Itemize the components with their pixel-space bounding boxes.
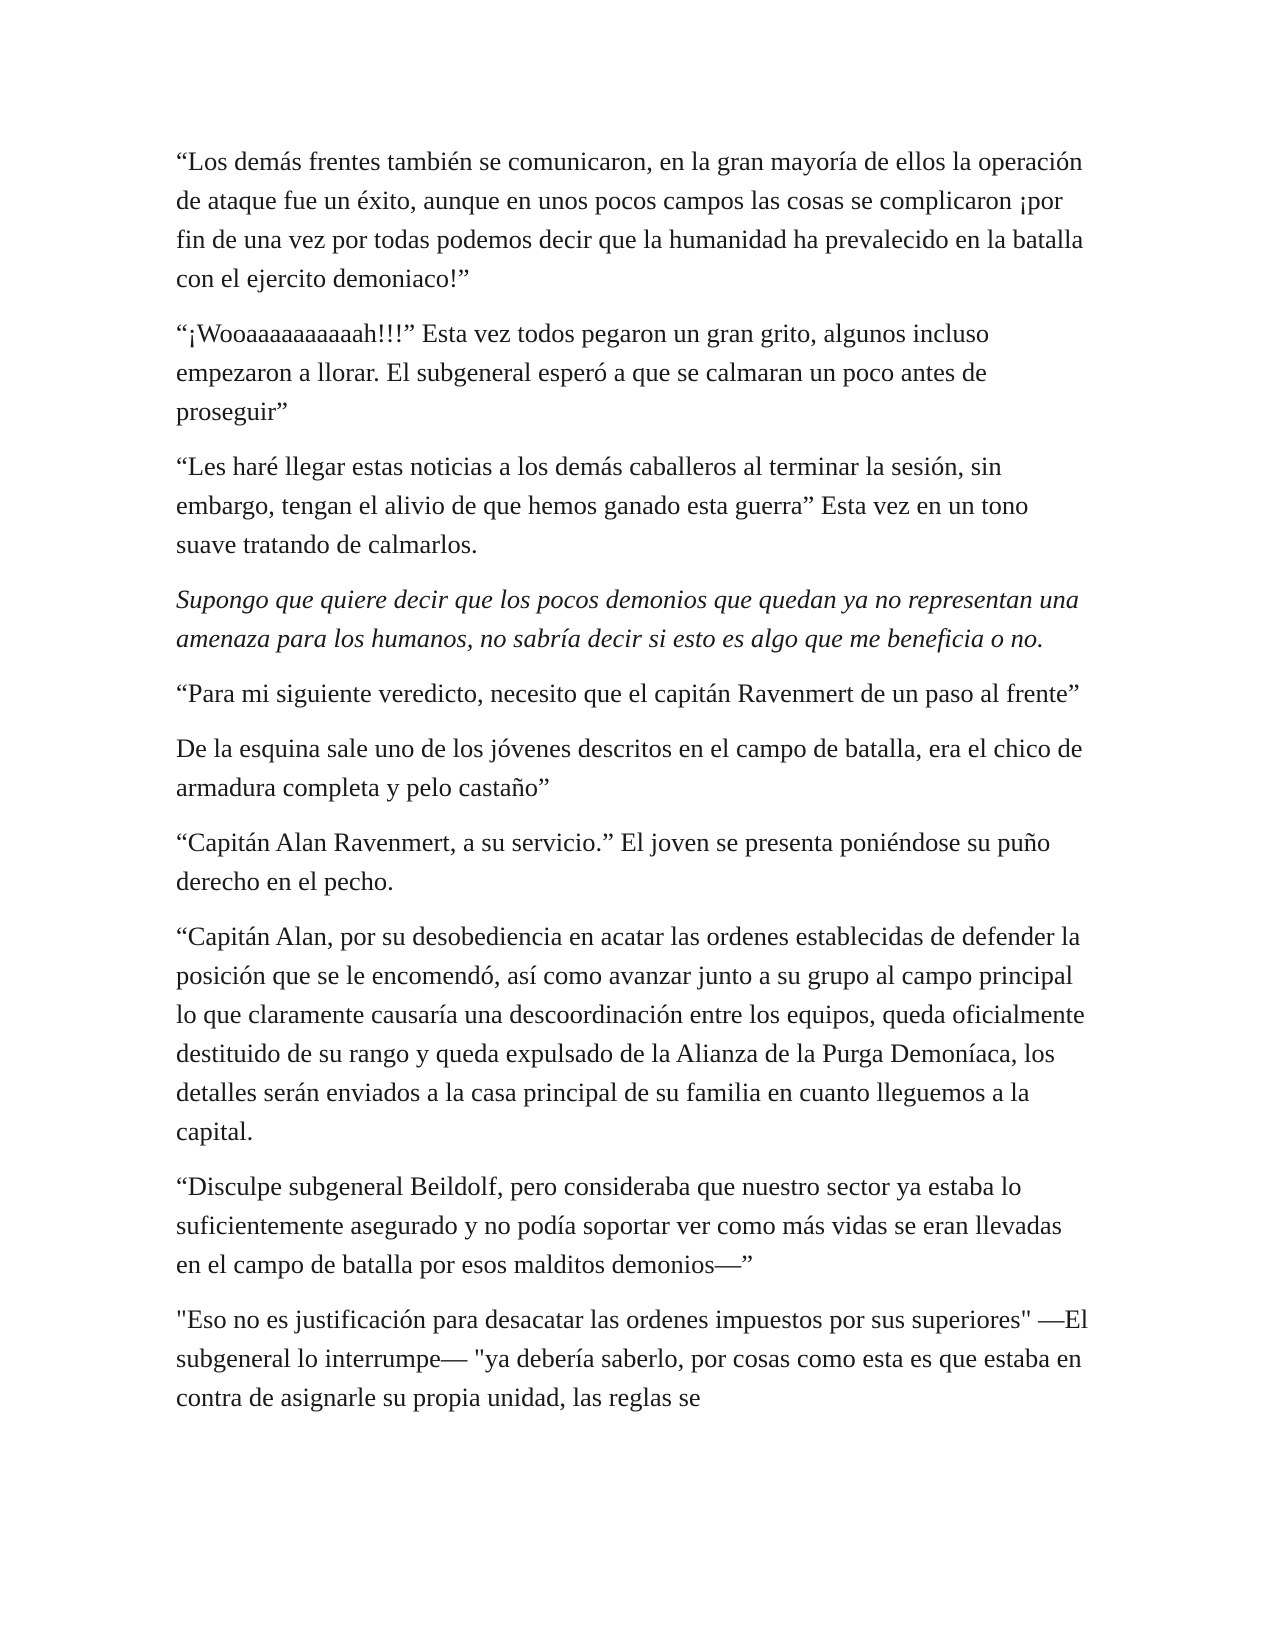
paragraph-9: “Disculpe subgeneral Beildolf, pero consideraba que nuestro sector ya estaba lo suficientemente asegurado y no podía soportar ver como más vidas se eran llevadas en el campo de batalla por esos malditos demonios—” [176, 1171, 1062, 1279]
paragraph-1: “Los demás frentes también se comunicaron, en la gran mayoría de ellos la operación de ataque fue un éxito, aunque en unos pocos campos las cosas se complicaron ¡por fin de una vez por todas podemos decir que la humanidad ha prevalecido en la batalla con el ejercito demoniaco!” [176, 146, 1084, 293]
paragraph-8: “Capitán Alan, por su desobediencia en acatar las ordenes establecidas de defender la posición que se le encomendó, así como avanzar junto a su grupo al campo principal lo que claramente causaría una descoordinación entre los equipos, queda oficialmente destituido de su rango y queda expulsado de la Alianza de la Purga Demoníaca, los detalles serán enviados a la casa principal de su familia en cuanto lleguemos a la capital. [176, 921, 1085, 1146]
body-text [176, 142, 1091, 1433]
paragraph-4-inner-thought: Supongo que quiere decir que los pocos demonios que quedan ya no representan una amenaza para los humanos, no sabría decir si esto es algo que me beneficia o no. [176, 584, 1080, 653]
paragraph-7: “Capitán Alan Ravenmert, a su servicio.” El joven se presenta poniéndose su puño derecho en el pecho. [176, 827, 1051, 896]
paragraph-5: “Para mi siguiente veredicto, necesito que el capitán Ravenmert de un paso al frente” [176, 678, 1080, 708]
paragraph-2: “¡Wooaaaaaaaaaah!!!” Esta vez todos pegaron un gran grito, algunos incluso empezaron a llorar. El subgeneral esperó a que se calmaran un poco antes de proseguir” [176, 318, 990, 426]
paragraph-6: De la esquina sale uno de los jóvenes descritos en el campo de batalla, era el chico de armadura completa y pelo castaño” [176, 733, 1083, 802]
paragraph-10: "Eso no es justificación para desacatar las ordenes impuestos por sus superiores" —El subgeneral lo interrumpe— "ya debería saberlo, por cosas como esta es que estaba en contra de asignarle su propia unidad, las reglas se [176, 1304, 1089, 1412]
paragraph-3: “Les haré llegar estas noticias a los demás caballeros al terminar la sesión, sin embargo, tengan el alivio de que hemos ganado esta guerra” Esta vez en un tono suave tratando de calmarlos. [176, 451, 1029, 559]
